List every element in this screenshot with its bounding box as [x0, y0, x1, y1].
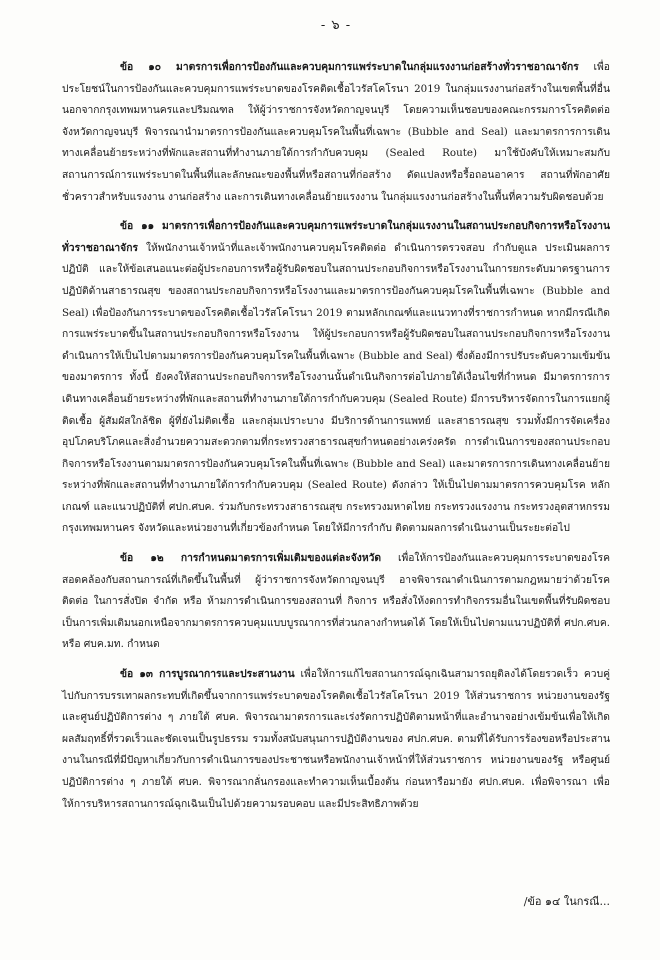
section-11-paragraph [62, 216, 610, 540]
section-10-body: เพื่อประโยชน์ในการป้องกันและควบคุมการแพร่ระบาดของโรคติดเชื้อไวรัสโคโรนา 2019 ในกลุ่มแรงงานก่อสร้างในเขตพื้นที่อื่นนอกจากกรุงเทพมหานครและปริมณฑล ให้ผู้ว่าราชการจังหวัดกาญจนบุรี โดยความเห็นชอบของคณะกรรมการโรคติดต่อจังหวัดกาญจนบุรี พิจารณานำมาตรการป้องกันและควบคุมโรคในพื้นที่เฉพาะ (Bubble and Seal) และมาตรการการเดินทางเคลื่อนย้ายระหว่างที่พักและสถานที่ทำงานภายใต้การกำกับควบคุม (Sealed Route) มาใช้บังคับให้เหมาะสมกับสถานการณ์การแพร่ระบาดในพื้นที่และลักษณะของพื้นที่หรือสถานที่ก่อสร้าง ดัดแปลงหรือรื้อถอนอาคาร สถานที่พักอาศัยชั่วคราวสำหรับแรงงาน งานก่อสร้าง และการเดินทางเคลื่อนย้ายแรงงาน ในกลุ่มแรงงานก่อสร้างในพื้นที่ความรับผิดชอบด้วย [62, 61, 610, 203]
section-10 [62, 57, 610, 208]
section-13-heading: ข้อ ๑๓ การบูรณาการและประสานงาน [120, 668, 295, 681]
continuation-note: /ข้อ ๑๔ ในกรณี... [523, 895, 610, 908]
section-12-paragraph [62, 548, 610, 656]
section-12-body: เพื่อให้การป้องกันและควบคุมการระบาดของโรคสอดคล้องกับสถานการณ์ที่เกิดขึ้นในพื้นที่ ผู้ว่าราชการจังหวัดกาญจนบุรี อาจพิจารณาดำเนินการตามกฎหมายว่าด้วยโรคติดต่อ ในการสั่งปิด จำกัด หรือ ห้ามการดำเนินการของสถานที่ กิจการ หรือสั่งให้งดการทำกิจกรรมอื่นในเขตพื้นที่รับผิดชอบ เป็นการเพิ่มเติมนอกเหนือจากมาตรการควบคุมแบบบูรณาการที่ส่วนกลางกำหนดได้ โดยให้เป็นไปตามแนวปฏิบัติที่ ศปก.ศบค. หรือ ศบค.มท. กำหนด [62, 552, 610, 651]
page-number: - ๖ - [320, 18, 352, 33]
section-11-heading: ข้อ ๑๑ มาตรการเพื่อการป้องกันและควบคุมการแพร่ระบาดในกลุ่มแรงงานในสถานประกอบกิจการหรือโรงงานทั่วราชอาณาจักร [62, 220, 610, 254]
section-11-body: ให้พนักงานเจ้าหน้าที่และเจ้าพนักงานควบคุมโรคติดต่อ ดำเนินการตรวจสอบ กำกับดูแล ประเมินผลการปฏิบัติ และให้ข้อเสนอแนะต่อผู้ประกอบการหรือผู้รับผิดชอบในสถานประกอบกิจการหรือโรงงานในการยกระดับมาตรฐานการปฏิบัติด้านสาธารณสุข ของสถานประกอบกิจการหรือโรงงานและมาตรการป้องกันควบคุมโรคในพื้นที่เฉพาะ (Bubble and Seal) เพื่อป้องกันการระบาดของโรคติดเชื้อไวรัสโคโรนา 2019 ตามหลักเกณฑ์และแนวทางที่ราชการกำหนด หากมีกรณีเกิดการแพร่ระบาดขึ้นในสถานประกอบกิจการหรือโรงงาน ให้ผู้ประกอบการหรือผู้รับผิดชอบในสถานประกอบกิจการหรือโรงงานดำเนินการให้เป็นไปตามมาตรการป้องกันควบคุมโรคในพื้นที่เฉพาะ (Bubble and Seal) ซึ่งต้องมีการปรับระดับความเข้มข้นของมาตรการ ทั้งนี้ ยังคงให้สถานประกอบกิจการหรือโรงงานนั้นดำเนินกิจการต่อไปภายใต้เงื่อนไขที่กำหนด มีมาตรการการเดินทางเคลื่อนย้ายระหว่างที่พักและสถานที่ทำงานภายใต้การกำกับควบคุม (Sealed Route) มีการบริหารจัดการในการแยกผู้ติดเชื้อ ผู้สัมผัสใกล้ชิด ผู้ที่ยังไม่ติดเชื้อ และกลุ่มเปราะบาง มีบริการด้านการแพทย์ และสาธารณสุข รวมทั้งมีการจัดเครื่องอุปโภคบริโภคและสิ่งอำนวยความสะดวกตามที่กระทรวงสาธารณสุขกำหนดอย่างเคร่งครัด การดำเนินการของสถานประกอบกิจการหรือโรงงานตามมาตรการป้องกันควบคุมโรคในพื้นที่เฉพาะ (Bubble and Seal) และมาตรการการเดินทางเคลื่อนย้ายระหว่างที่พักและสถานที่ทำงานภายใต้การกำกับควบคุม (Sealed Route) ดังกล่าว ให้เป็นไปตามมาตรการควบคุมโรค หลักเกณฑ์ และแนวปฏิบัติที่ ศปก.ศบค. ร่วมกับกระทรวงสาธารณสุข กระทรวงมหาดไทย กระทรวงแรงงาน กระทรวงอุตสาหกรรม กรุงเทพมหานคร จังหวัดและหน่วยงานที่เกี่ยวข้องกำหนด โดยให้มีการกำกับ ติดตามผลการดำเนินงานเป็นระยะต่อไป [62, 241, 610, 535]
section-12 [62, 548, 610, 656]
section-11 [62, 216, 610, 540]
section-10-paragraph [62, 57, 610, 208]
section-13 [62, 664, 610, 815]
section-10-heading: ข้อ ๑๐ มาตรการเพื่อการป้องกันและควบคุมการแพร่ระบาดในกลุ่มแรงงานก่อสร้างทั่วราชอาณาจักร [120, 61, 579, 73]
section-13-body: เพื่อให้การแก้ไขสถานการณ์ฉุกเฉินสามารถยุติลงได้โดยรวดเร็ว ควบคู่ไปกับการบรรเทาผลกระทบที่เกิดขึ้นจากการแพร่ระบาดของโรคติดเชื้อไวรัสโคโรนา 2019 ให้ส่วนราชการ หน่วยงานของรัฐ และศูนย์ปฏิบัติการต่าง ๆ ภายใต้ ศบค. พิจารณามาตรการและเร่งรัดการปฏิบัติตามหน้าที่และอำนาจอย่างเข้มข้นเพื่อให้เกิดผลสัมฤทธิ์ที่รวดเร็วและชัดเจนเป็นรูปธรรม รวมทั้งสนับสนุนการปฏิบัติงานของ ศปก.ศบค. ตามที่ได้รับการร้องขอหรือประสานงานในกรณีที่มีปัญหาเกี่ยวกับการดำเนินการของประชาชนหรือพนักงานเจ้าหน้าที่ให้ส่วนราชการ หน่วยงานของรัฐ หรือศูนย์ปฏิบัติการต่าง ๆ ภายใต้ ศบค. พิจารณากลั่นกรองและทำความเห็นเบื้องต้น ก่อนหารือมายัง ศปก.ศบค. เพื่อพิจารณา เพื่อให้การบริหารสถานการณ์ฉุกเฉินเป็นไปด้วยความรอบคอบ และมีประสิทธิภาพด้วย [62, 668, 610, 810]
section-13-paragraph [62, 664, 610, 815]
section-12-heading: ข้อ ๑๒ การกำหนดมาตรการเพิ่มเติมของแต่ละจังหวัด [120, 552, 382, 565]
